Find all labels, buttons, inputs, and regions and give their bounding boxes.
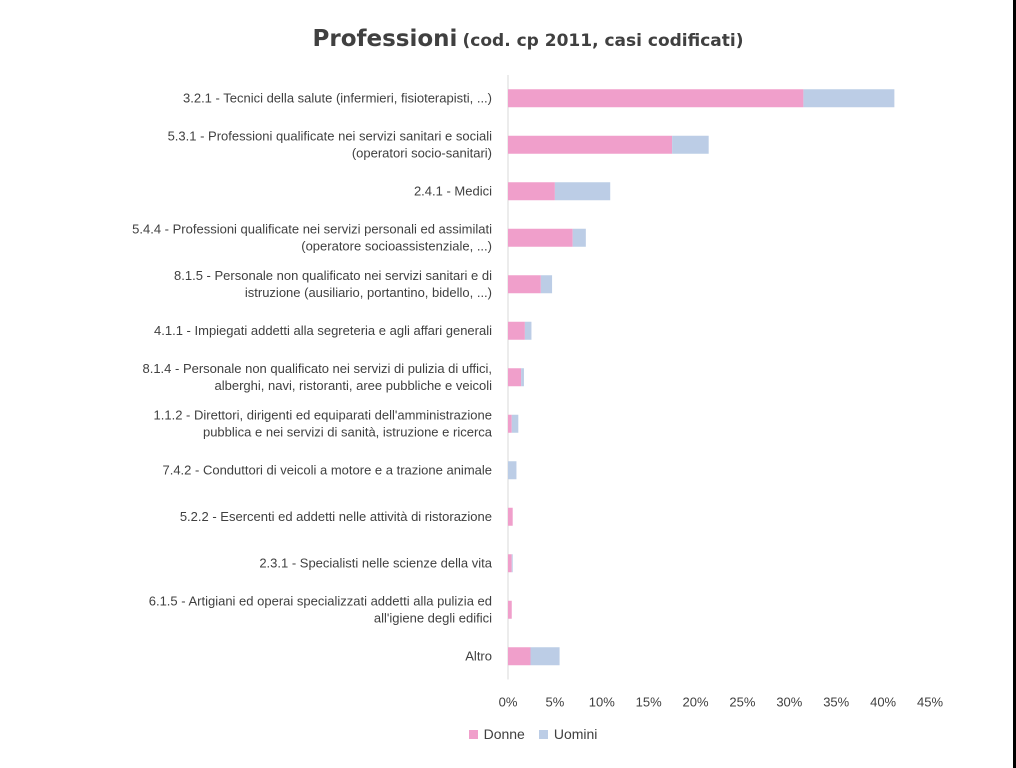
x-tick-label-2: 10% xyxy=(588,694,615,710)
chart-title: Professioni xyxy=(312,26,458,52)
category-label-0: 3.2.1 - Tecnici della salute (infermieri, fisioterapisti, ...) xyxy=(183,90,492,106)
bar-donne-4 xyxy=(508,275,541,293)
bar-uomini-6 xyxy=(521,368,524,386)
x-tick-label-0: 0% xyxy=(498,694,518,710)
bar-uomini-2 xyxy=(555,182,610,200)
category-label-11: 6.1.5 - Artigiani ed operai specializzati addetti alla pulizia ed all'igiene degli edifici xyxy=(148,593,492,626)
bar-donne-1 xyxy=(508,136,672,154)
x-tick-label-4: 20% xyxy=(682,694,709,710)
bar-uomini-0 xyxy=(803,89,894,107)
x-tick-label-3: 15% xyxy=(635,694,662,710)
category-label-3: 5.4.4 - Professioni qualificate nei servizi personali ed assimilati (operatore socioassistenziale, ...) xyxy=(132,221,492,254)
category-label-5: 4.1.1 - Impiegati addetti alla segreteria e agli affari generali xyxy=(154,322,492,338)
x-tick-label-1: 5% xyxy=(545,694,565,710)
bar-donne-2 xyxy=(508,182,555,200)
bar-uomini-5 xyxy=(525,322,532,340)
bar-uomini-4 xyxy=(541,275,552,293)
category-label-12: Altro xyxy=(465,648,492,664)
x-tick-label-8: 40% xyxy=(870,694,897,710)
legend-label-donne: Donne xyxy=(483,726,525,742)
x-tick-label-5: 25% xyxy=(729,694,756,710)
legend-item-uomini xyxy=(539,726,598,742)
category-label-7: 1.1.2 - Direttori, dirigenti ed equiparati dell'amministrazione pubblica e nei servizi di sanità, istruzione e ricerca xyxy=(153,407,492,440)
category-label-10: 2.3.1 - Specialisti nelle scienze della vita xyxy=(259,555,492,571)
legend-item-donne xyxy=(469,726,525,742)
category-label-6: 8.1.4 - Personale non qualificato nei servizi di pulizia di uffici, alberghi, navi, ristoranti, aree pubbliche e veicoli xyxy=(142,360,492,393)
category-label-2: 2.4.1 - Medici xyxy=(413,183,492,199)
bar-donne-12 xyxy=(508,647,531,665)
x-tick-label-9: 45% xyxy=(916,694,944,710)
x-tick-label-7: 35% xyxy=(823,694,850,710)
chart-subtitle: (cod. cp 2011, casi codificati) xyxy=(462,31,744,51)
bar-donne-6 xyxy=(508,368,521,386)
bar-donne-10 xyxy=(508,554,512,572)
bar-donne-3 xyxy=(508,229,573,247)
category-label-1: 5.3.1 - Professioni qualificate nei servizi sanitari e sociali (operatori socio-sanitari) xyxy=(167,128,492,161)
legend-label-uomini: Uomini xyxy=(553,726,598,742)
bar-uomini-10 xyxy=(512,554,513,572)
legend-swatch-uomini xyxy=(539,730,548,739)
bar-donne-11 xyxy=(508,601,512,619)
bar-donne-7 xyxy=(508,415,512,433)
bar-donne-0 xyxy=(508,89,803,107)
category-label-9: 5.2.2 - Esercenti ed addetti nelle attività di ristorazione xyxy=(179,508,492,524)
x-tick-label-6: 30% xyxy=(776,694,803,710)
bar-uomini-1 xyxy=(672,136,709,154)
category-label-8: 7.4.2 - Conduttori di veicoli a motore e a trazione animale xyxy=(162,462,492,478)
legend xyxy=(0,726,1016,742)
bar-uomini-7 xyxy=(512,415,519,433)
bar-uomini-12 xyxy=(531,647,560,665)
bar-donne-5 xyxy=(508,322,525,340)
legend-swatch-donne xyxy=(469,730,478,739)
category-label-4: 8.1.5 - Personale non qualificato nei servizi sanitari e di istruzione (ausiliario, portantino, bidello, ...) xyxy=(174,267,492,300)
bar-donne-9 xyxy=(508,508,513,526)
bar-uomini-3 xyxy=(573,229,586,247)
bar-uomini-8 xyxy=(508,461,516,479)
